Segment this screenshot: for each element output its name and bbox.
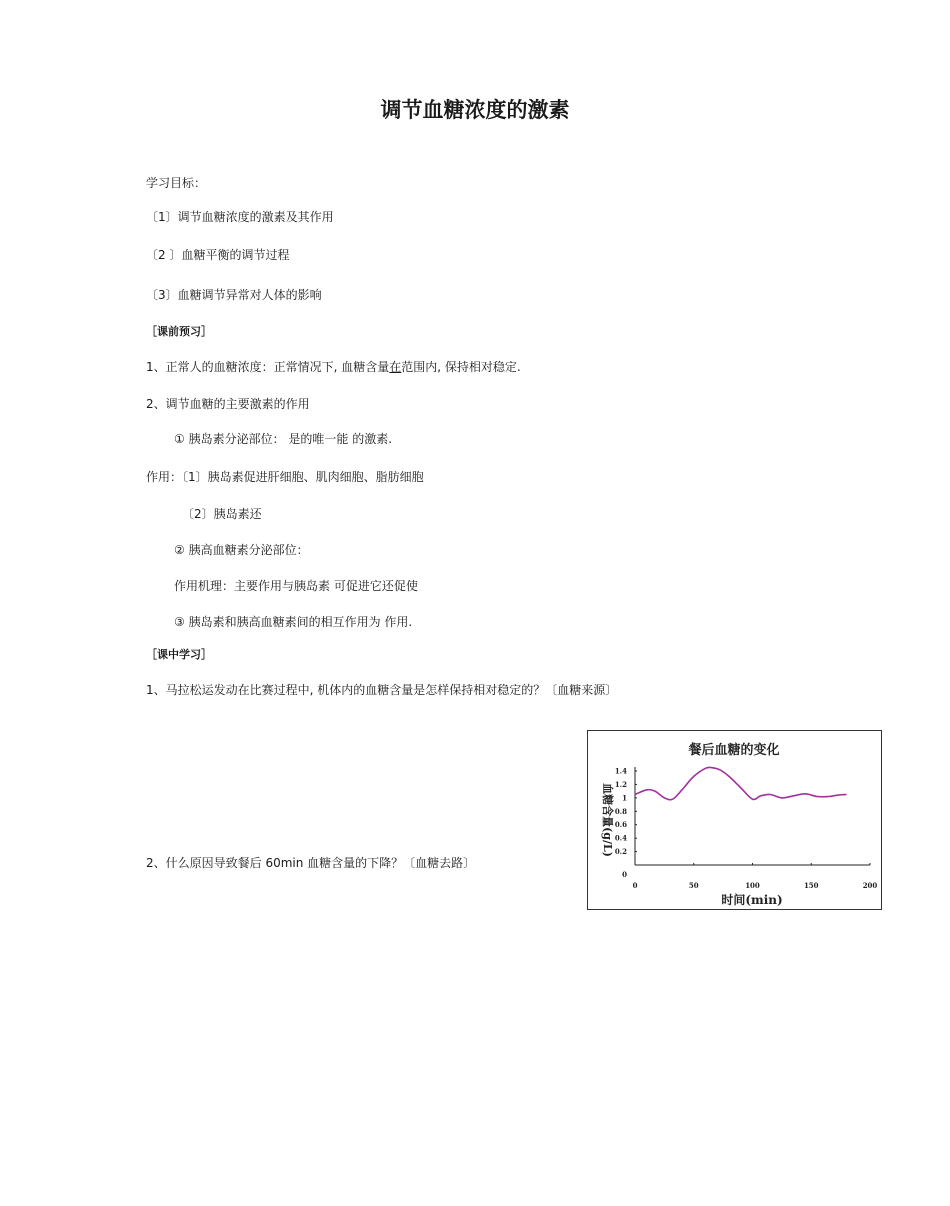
y-tick-label: 0.4 xyxy=(614,833,627,843)
y-tick-label: 1.2 xyxy=(614,779,627,789)
goals-heading: 学习目标： xyxy=(146,176,207,190)
y-axis-label: 血糖含量(g/L) xyxy=(601,783,614,857)
class-heading: ［课中学习］ xyxy=(146,648,212,661)
series-line-0 xyxy=(635,767,847,799)
goal-item: 〔3〕血糖调节异常对人体的影响 xyxy=(146,288,322,302)
x-tick-label: 200 xyxy=(862,881,878,890)
y-tick-label: 0.8 xyxy=(614,806,627,816)
x-tick-label: 0 xyxy=(632,881,638,890)
preview-question-2: 2、调节血糖的主要激素的作用 xyxy=(146,397,310,411)
hormone-interaction: ③ 胰岛素和胰高血糖素间的相互作用为 作用. xyxy=(174,615,413,629)
glucagon-site: ② 胰高血糖素分泌部位： xyxy=(174,543,309,557)
x-tick-label: 50 xyxy=(688,881,699,890)
page-title: 调节血糖浓度的激素 xyxy=(380,98,570,122)
x-tick-label: 100 xyxy=(745,881,760,890)
y-tick-label: 0.2 xyxy=(614,847,627,857)
class-question-1: 1、马拉松运发动在比赛过程中, 机体内的血糖含量是怎样保持相对稳定的？〔血糖来源〕 xyxy=(146,683,618,697)
insulin-effect-1: 作用：〔1〕胰岛素促进肝细胞、肌肉细胞、脂肪细胞 xyxy=(146,470,424,484)
goal-item: 〔1〕调节血糖浓度的激素及其作用 xyxy=(146,210,334,224)
q1-underlined: 在 xyxy=(389,360,402,374)
y-tick-label: 1.4 xyxy=(614,766,627,776)
preview-question-1 xyxy=(146,361,521,373)
y-tick-label: 0 xyxy=(622,870,627,879)
glucagon-mechanism: 作用机理：主要作用与胰岛素 可促进它还促使 xyxy=(174,579,418,593)
y-tick-label: 1 xyxy=(622,793,627,803)
goal-item: 〔2 〕血糖平衡的调节过程 xyxy=(146,248,290,262)
class-question-2: 2、什么原因导致餐后 60min 血糖含量的下降？〔血糖去路〕 xyxy=(146,856,476,870)
blood-glucose-chart xyxy=(587,730,882,910)
x-tick-label: 150 xyxy=(803,881,819,890)
q1-text-before: 1、正常人的血糖浓度：正常情况下, 血糖含量 xyxy=(146,360,390,374)
insulin-effect-2: 〔2〕胰岛素还 xyxy=(182,507,262,521)
insulin-site: ① 胰岛素分泌部位： 是的唯一能 的激素. xyxy=(174,432,393,446)
preview-heading: ［课前预习］ xyxy=(146,325,212,338)
q1-text-after: 范围内, 保持相对稳定. xyxy=(401,360,521,374)
x-axis-label: 时间(min) xyxy=(721,893,783,907)
chart-title: 餐后血糖的变化 xyxy=(688,743,780,758)
y-tick-label: 0.6 xyxy=(614,820,627,830)
chart-svg xyxy=(588,731,881,909)
